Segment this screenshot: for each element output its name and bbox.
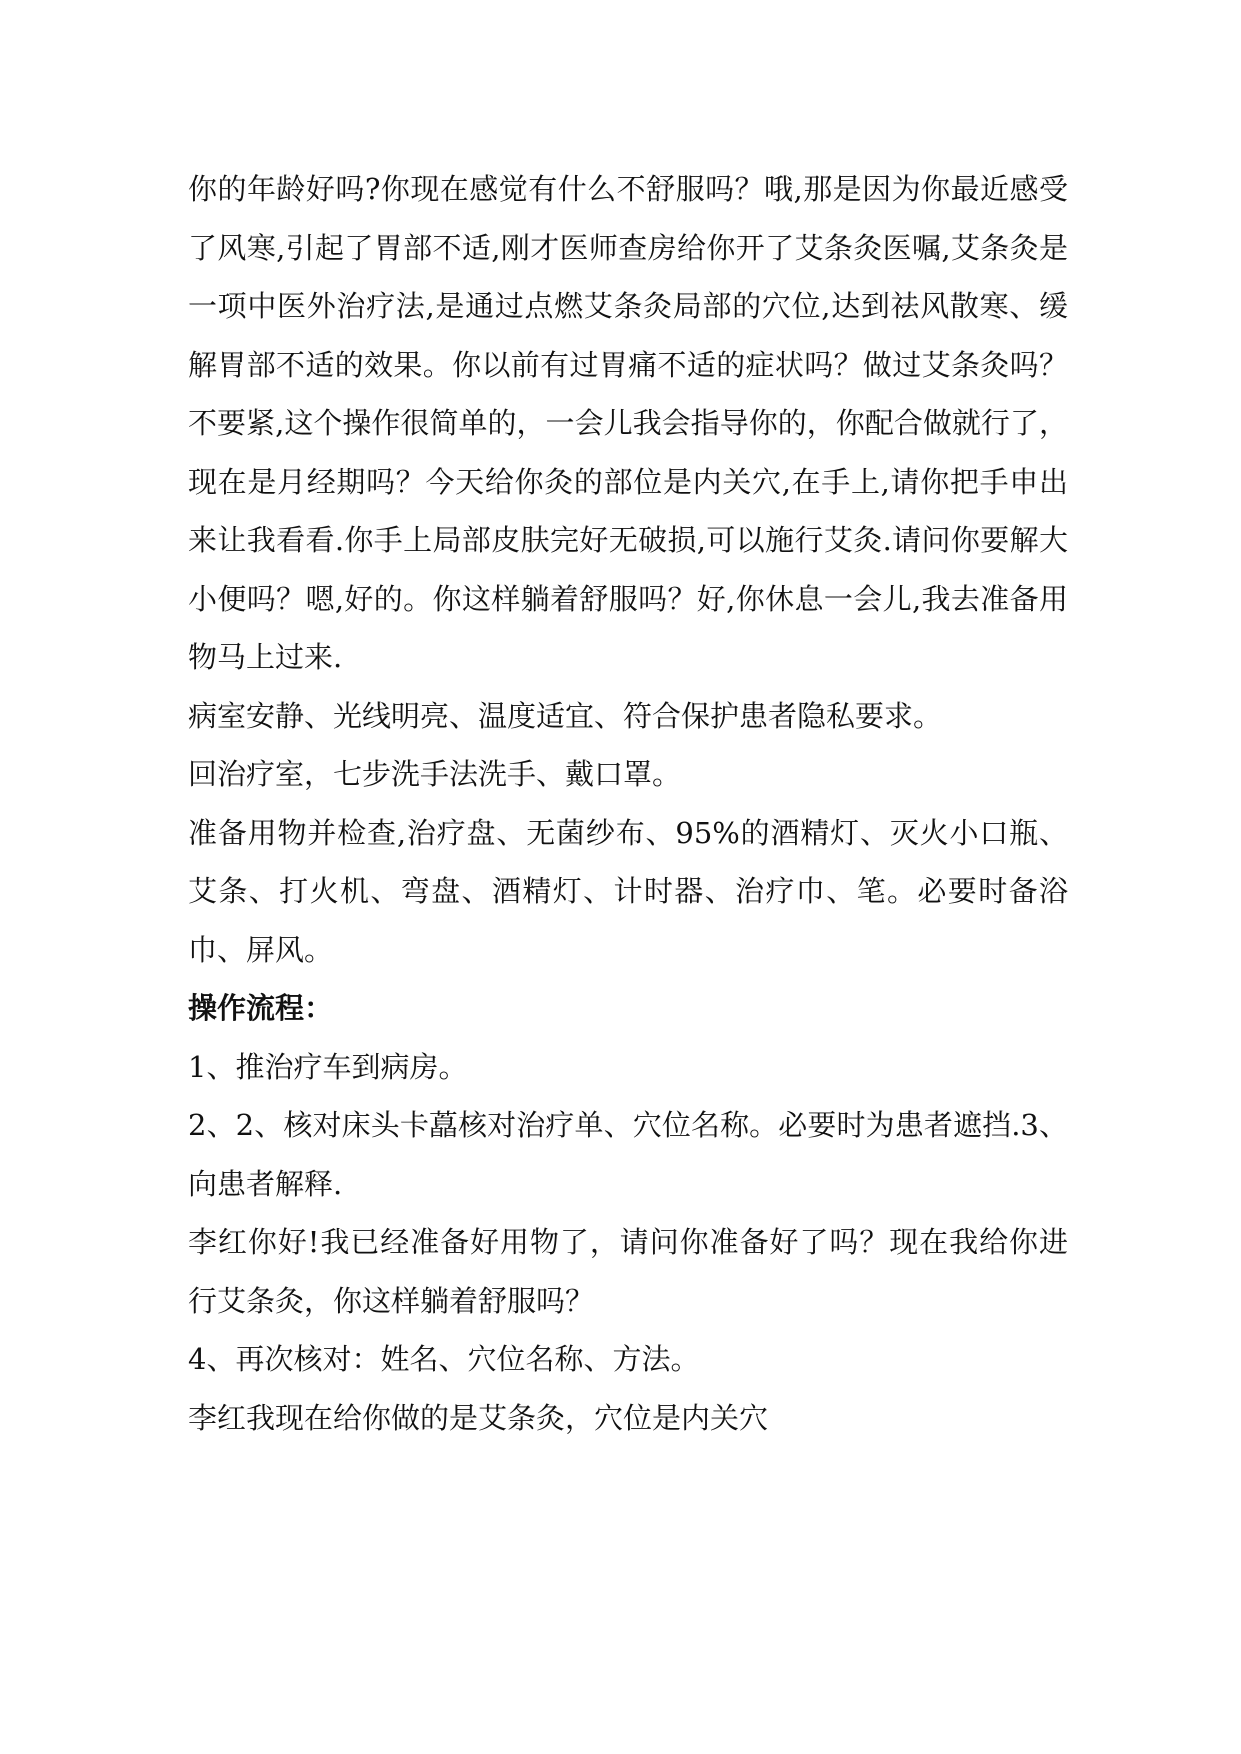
environment-paragraph: 病室安静、光线明亮、温度适宜、符合保护患者隐私要求。 [188,698,943,733]
document-body [188,160,1068,1447]
hand-washing-paragraph: 回治疗室，七步洗手法洗手、戴口罩。 [188,757,682,791]
greeting-dialogue-paragraph: 李红你好!我已经准备好用物了，请问你准备好了吗？现在我给你进行艾条灸，你这样躺着舒服吗？ [188,1225,1068,1318]
intro-dialogue-paragraph: 你的年龄好吗?你现在感觉有什么不舒服吗？哦,那是因为你最近感受了风寒,引起了胃部不适,刚才医师查房给你开了艾条灸医嘱,艾条灸是一项中医外治疗法,是通过点燃艾条灸局部的穴位,达到祛风散寒、缓解胃部不适的效果。你以前有过胃痛不适的症状吗？做过艾条灸吗？不要紧,这个操作很简单的，一会儿我会指导你的，你配合做就行了，现在是月经期吗？今天给你灸的部位是内关穴,在手上,请你把手申出来让我看看.你手上局部皮肤完好无破损,可以施行艾灸.请问你要解大小便吗？嗯,好的。你这样躺着舒服吗？好,你休息一会儿,我去准备用物马上过来. [188,172,1068,674]
step-4-paragraph: 4、再次核对：姓名、穴位名称、方法。 [188,1342,700,1376]
step-1-paragraph: 1、推治疗车到病房。 [188,1049,468,1084]
step-2-3-paragraph: 2、2、核对床头卡藠核对治疗单、穴位名称。必要时为患者遮挡.3、向患者解释. [188,1108,1068,1201]
supplies-paragraph: 准备用物并检查,治疗盘、无菌纱布、95%的酒精灯、灭火小口瓶、艾条、打火机、弯盘、酒精灯、计时器、治疗巾、笔。必要时备浴巾、屏风。 [188,815,1068,967]
closing-dialogue-paragraph: 李红我现在给你做的是艾条灸，穴位是内关穴 [188,1400,769,1435]
procedure-heading: 操作流程： [188,991,334,1025]
